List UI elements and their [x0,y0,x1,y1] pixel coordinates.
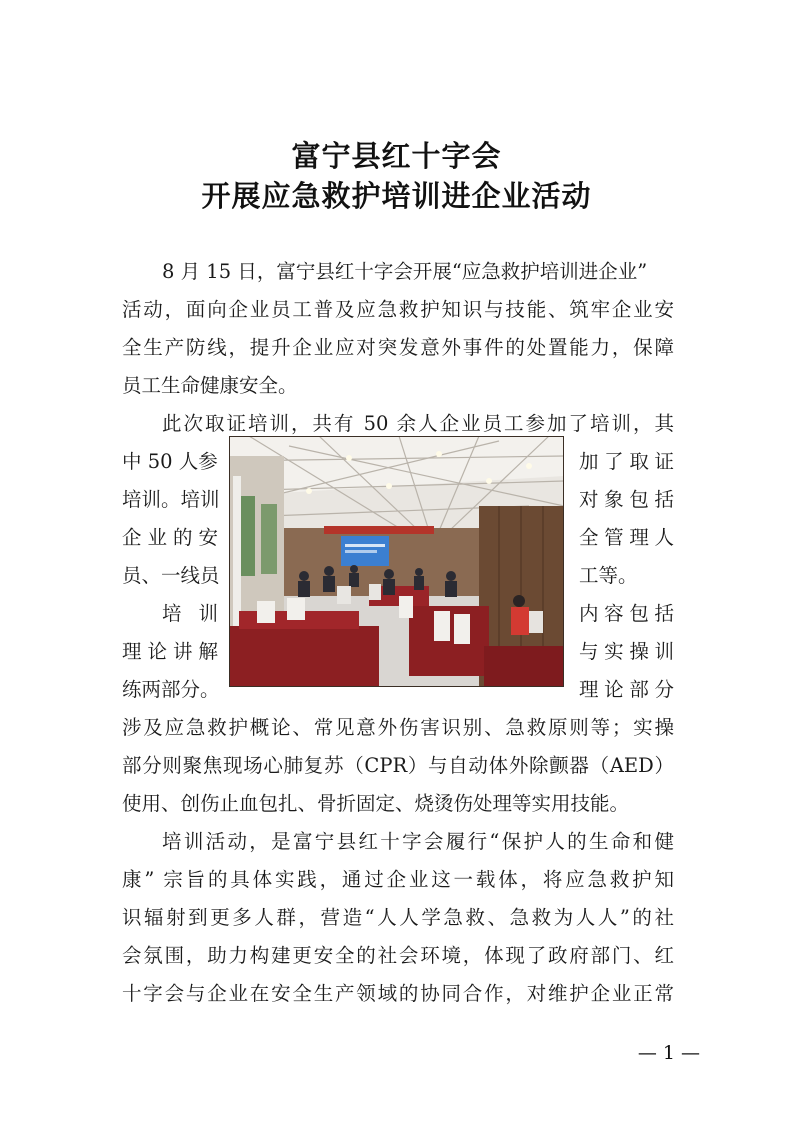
body-line: 内容包括 [579,602,674,625]
body-line: 对象包括 [579,488,674,511]
page-number: — 1 — [637,1042,700,1064]
body-line: 与实操训 [579,640,674,663]
body-line: 全生产防线，提升企业应对突发意外事件的处置能力，保障 [122,336,674,359]
title-line-1: 富宁县红十字会 [291,139,502,173]
body-line: 会氛围，助力构建更安全的社会环境，体现了政府部门、红 [122,944,674,967]
body-line: 理论部分 [579,678,674,701]
body-line: 员工生命健康安全。 [122,374,298,397]
training-photo [229,436,564,687]
body-line: 理论讲解 [122,640,218,663]
body-line: 涉及应急救护概论、常见意外伤害识别、急救原则等；实操 [122,716,674,739]
body-line: 此次取证培训，共有 50 余人企业员工参加了培训，其 [162,412,674,435]
body-line: 使用、创伤止血包扎、骨折固定、烧烫伤处理等实用技能。 [122,792,630,815]
body-line: 活动，面向企业员工普及应急救护知识与技能、筑牢企业安 [122,298,674,321]
body-line: 8 月 15 日，富宁县红十字会开展“应急救护培训进企业” [162,260,648,283]
body-line: 康” 宗旨的具体实践，通过企业这一载体，将应急救护知 [122,868,674,891]
body-line: 识辐射到更多人群，营造“人人学急救、急救为人人”的社 [122,906,674,929]
body-line: 加了取证 [579,450,674,473]
body-line: 练两部分。 [122,678,220,701]
body-line: 十字会与企业在安全生产领域的协同合作，对维护企业正常 [122,982,674,1005]
body-line: 中 50 人参 [122,450,218,473]
body-line: 全管理人 [579,526,674,549]
body-line: 培训活动，是富宁县红十字会履行“保护人的生命和健 [162,830,674,853]
body-line: 培训 [162,602,218,625]
body-line: 员、一线员 [122,564,220,587]
body-line: 工等。 [579,564,638,587]
body-line: 培训。培训 [122,488,220,511]
body-line: 部分则聚焦现场心肺复苏（CPR）与自动体外除颤器（AED） [122,754,674,777]
body-line: 企业的安 [122,526,218,549]
title-line-2: 开展应急救护培训进企业活动 [201,179,592,213]
